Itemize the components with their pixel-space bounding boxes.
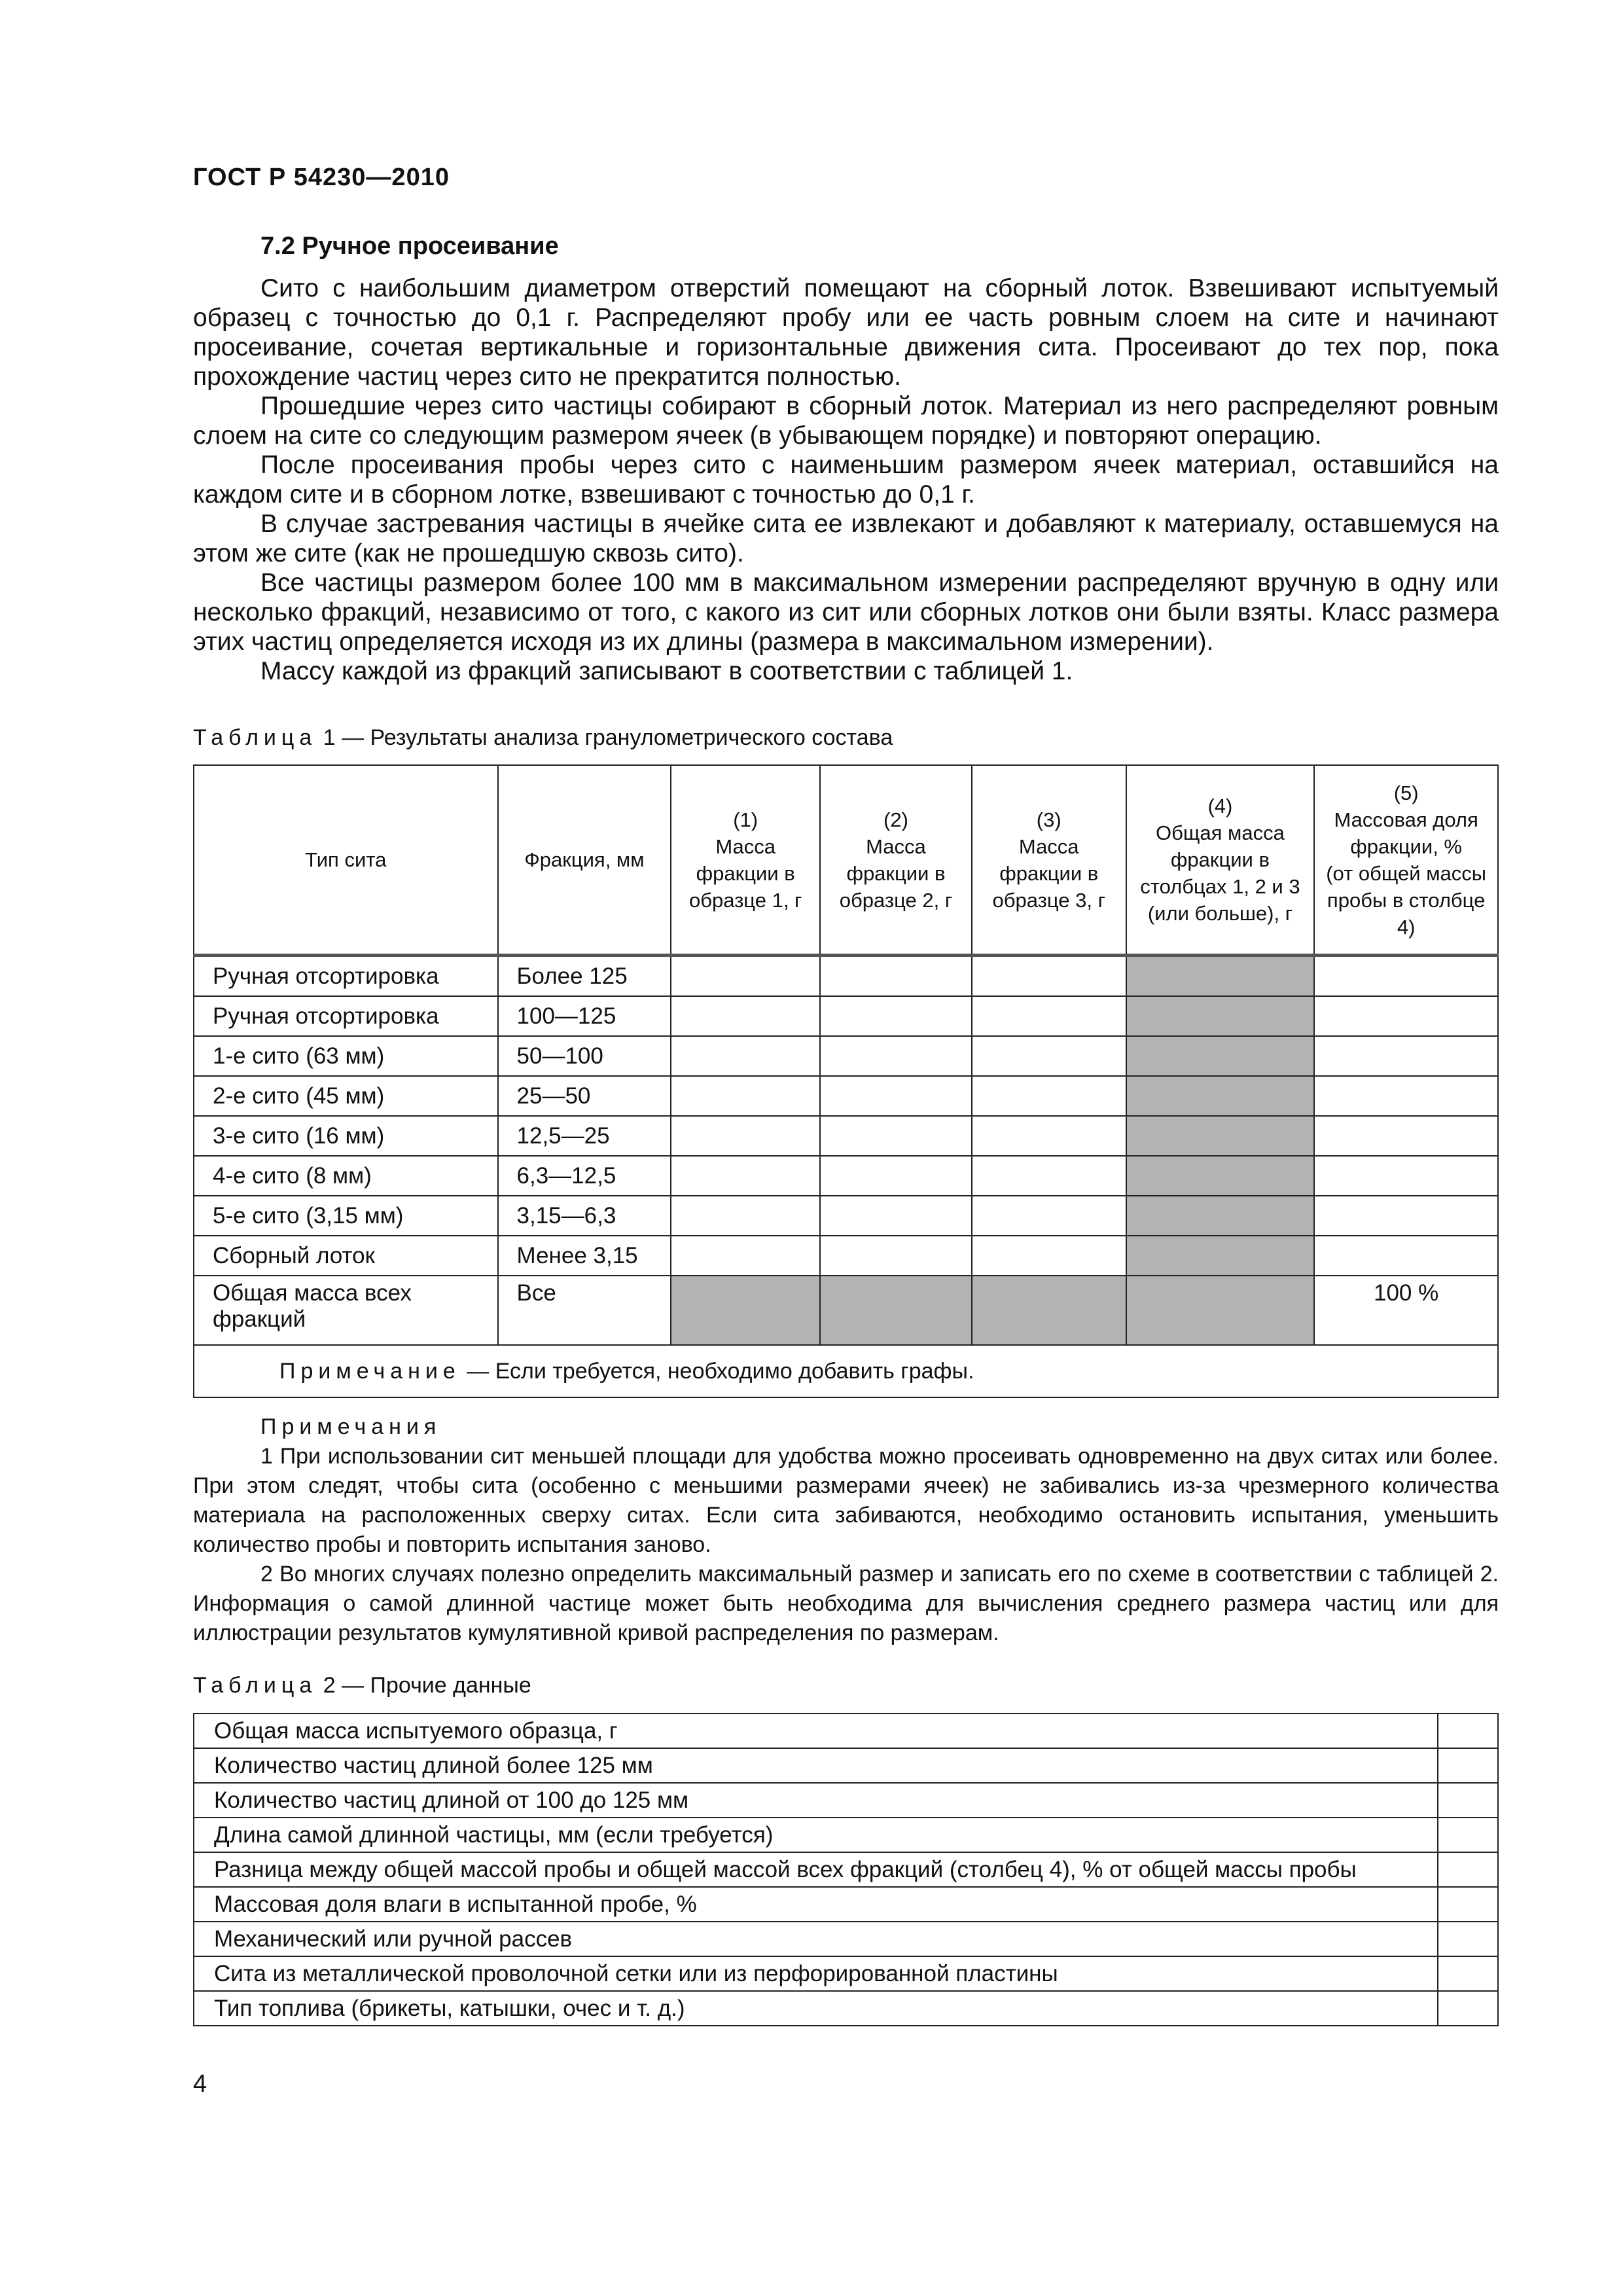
shaded-cell xyxy=(972,1276,1126,1345)
note-item: 1 При использовании сит меньшей площади для удобства можно просеивать одновременно на двух ситах или более. При этом следят, чтобы сита (особенно с меньшими размерами ячеек) не забивались из-за чрезмерного количества материала на расположенных сверху ситах. Если сита забиваются, необходимо остановить испытания, уменьшить количество пробы и повторить испытания заново. xyxy=(193,1444,1499,1557)
percent-total-cell: 100 % xyxy=(1314,1276,1498,1345)
sieve-type-cell: 5-е сито (3,15 мм) xyxy=(194,1196,498,1236)
empty-cell xyxy=(972,1036,1126,1076)
sieve-type-cell: Общая масса всех фракций xyxy=(194,1276,498,1345)
empty-cell xyxy=(820,1236,972,1276)
fraction-cell: 6,3—12,5 xyxy=(498,1156,671,1196)
note-item: 2 Во многих случаях полезно определить максимальный размер и записать его по схеме в соответствии с таблицей 2. Информация о самой длинной частице может быть необходима для вычисления среднего размера частиц или для иллюстрации результатов кумулятивной кривой распределения по размерам. xyxy=(193,1562,1499,1645)
table1-header-cell: (1) Масса фракции в образце 1, г xyxy=(671,765,820,956)
empty-cell xyxy=(1314,956,1498,997)
table-row xyxy=(194,1818,1498,1852)
empty-cell xyxy=(671,1196,820,1236)
shaded-cell xyxy=(1126,956,1315,997)
parameter-cell: Разница между общей массой пробы и общей массой всех фракций (столбец 4), % от общей массы пробы xyxy=(194,1852,1438,1887)
parameter-cell: Общая масса испытуемого образца, г xyxy=(194,1713,1438,1748)
value-cell xyxy=(1438,1852,1498,1887)
value-cell xyxy=(1438,1887,1498,1922)
empty-cell xyxy=(1314,1236,1498,1276)
value-cell xyxy=(1438,1783,1498,1818)
shaded-cell xyxy=(671,1276,820,1345)
table1-caption xyxy=(193,725,893,751)
parameter-cell: Механический или ручной рассев xyxy=(194,1922,1438,1956)
shaded-cell xyxy=(1126,1036,1315,1076)
table-row xyxy=(194,996,1498,1036)
paragraph: Все частицы размером более 100 мм в максимальном измерении распределяют вручную в одну или несколько фракций, независимо от того, с какого из сит или сборных лотков они были взяты. Класс размера этих частиц определяется исходя из их длины (размера в максимальном измерении). xyxy=(193,569,1499,656)
page-number: 4 xyxy=(193,2070,207,2098)
paragraph: После просеивания пробы через сито с наименьшим размером ячеек материал, оставшийся на каждом сите и в сборном лотке, взвешивают с точностью до 0,1 г. xyxy=(193,451,1499,509)
parameter-cell: Длина самой длинной частицы, мм (если требуется) xyxy=(194,1818,1438,1852)
table1-caption-word: Таблица xyxy=(193,725,317,750)
table-row xyxy=(194,1116,1498,1156)
table1-header-cell: (5) Массовая доля фракции, % (от общей массы пробы в столбце 4) xyxy=(1314,765,1498,956)
empty-cell xyxy=(1314,1076,1498,1116)
fraction-cell: 50—100 xyxy=(498,1036,671,1076)
shaded-cell xyxy=(1126,1156,1315,1196)
table-row xyxy=(194,1991,1498,2026)
table1-header-cell: (2) Масса фракции в образце 2, г xyxy=(820,765,972,956)
table-other-data xyxy=(193,1713,1499,2026)
section-title: 7.2 Ручное просеивание xyxy=(260,232,559,260)
fraction-cell: 3,15—6,3 xyxy=(498,1196,671,1236)
empty-cell xyxy=(972,1156,1126,1196)
value-cell xyxy=(1438,1956,1498,1991)
empty-cell xyxy=(671,1156,820,1196)
paragraph: Сито с наибольшим диаметром отверстий помещают на сборный лоток. Взвешивают испытуемый образец с точностью до 0,1 г. Распределяют пробу или ее часть ровным слоем на сите и начинают просеивание, сочетая вертикальные и горизонтальные движения сита. Просеивают до тех пор, пока прохождение частиц через сито не прекратится полностью. xyxy=(193,274,1499,391)
shaded-cell xyxy=(1126,996,1315,1036)
value-cell xyxy=(1438,1713,1498,1748)
value-cell xyxy=(1438,1818,1498,1852)
table-row xyxy=(194,1956,1498,1991)
empty-cell xyxy=(972,956,1126,997)
fraction-cell: Все xyxy=(498,1276,671,1345)
table1-header-cell: (3) Масса фракции в образце 3, г xyxy=(972,765,1126,956)
table1-note-row xyxy=(194,1345,1498,1397)
empty-cell xyxy=(671,1036,820,1076)
empty-cell xyxy=(671,996,820,1036)
table-row xyxy=(194,1783,1498,1818)
shaded-cell xyxy=(1126,1196,1315,1236)
parameter-cell: Тип топлива (брикеты, катышки, очес и т. д.) xyxy=(194,1991,1438,2026)
empty-cell xyxy=(820,1156,972,1196)
sieve-type-cell: Сборный лоток xyxy=(194,1236,498,1276)
parameter-cell: Сита из металлической проволочной сетки или из перфорированной пластины xyxy=(194,1956,1438,1991)
fraction-cell: 12,5—25 xyxy=(498,1116,671,1156)
parameter-cell: Количество частиц длиной более 125 мм xyxy=(194,1748,1438,1783)
table1-header-row xyxy=(194,765,1498,956)
empty-cell xyxy=(820,1036,972,1076)
sieve-type-cell: 4-е сито (8 мм) xyxy=(194,1156,498,1196)
fraction-cell: 100—125 xyxy=(498,996,671,1036)
empty-cell xyxy=(1314,1156,1498,1196)
value-cell xyxy=(1438,1748,1498,1783)
notes-block xyxy=(193,1412,1499,1648)
empty-cell xyxy=(972,1236,1126,1276)
empty-cell xyxy=(820,996,972,1036)
sieve-type-cell: 2-е сито (45 мм) xyxy=(194,1076,498,1116)
table1-note-text: — Если требуется, необходимо добавить графы. xyxy=(460,1358,974,1384)
paragraph: Массу каждой из фракций записывают в соответствии с таблицей 1. xyxy=(260,657,1073,685)
parameter-cell: Количество частиц длиной от 100 до 125 мм xyxy=(194,1783,1438,1818)
empty-cell xyxy=(1314,996,1498,1036)
parameter-cell: Массовая доля влаги в испытанной пробе, % xyxy=(194,1887,1438,1922)
table-row xyxy=(194,956,1498,997)
fraction-cell: Более 125 xyxy=(498,956,671,997)
fraction-cell: Менее 3,15 xyxy=(498,1236,671,1276)
table2-caption-text: 2 — Прочие данные xyxy=(317,1673,531,1698)
table-row xyxy=(194,1076,1498,1116)
empty-cell xyxy=(671,1076,820,1116)
table-row xyxy=(194,1852,1498,1887)
fraction-cell: 25—50 xyxy=(498,1076,671,1116)
empty-cell xyxy=(972,996,1126,1036)
table-granulometric-results xyxy=(193,764,1499,1398)
shaded-cell xyxy=(1126,1116,1315,1156)
notes-title: Примечания xyxy=(260,1414,442,1439)
table-row xyxy=(194,1748,1498,1783)
table-row xyxy=(194,1713,1498,1748)
document-header: ГОСТ Р 54230—2010 xyxy=(193,164,450,191)
shaded-cell xyxy=(1126,1236,1315,1276)
value-cell xyxy=(1438,1922,1498,1956)
sieve-type-cell: Ручная отсортировка xyxy=(194,996,498,1036)
body-text xyxy=(193,274,1499,686)
empty-cell xyxy=(1314,1036,1498,1076)
table2-caption-word: Таблица xyxy=(193,1673,317,1698)
empty-cell xyxy=(972,1076,1126,1116)
paragraph: Прошедшие через сито частицы собирают в сборный лоток. Материал из него распределяют ровным слоем на сите со следующим размером ячеек (в убывающем порядке) и повторяют операцию. xyxy=(193,392,1499,450)
table1-header-cell: (4) Общая масса фракции в столбцах 1, 2 и 3 (или больше), г xyxy=(1126,765,1315,956)
empty-cell xyxy=(972,1196,1126,1236)
empty-cell xyxy=(820,1196,972,1236)
sieve-type-cell: 1-е сито (63 мм) xyxy=(194,1036,498,1076)
table1-note-word: Примечание xyxy=(279,1358,461,1384)
table-row xyxy=(194,1196,1498,1236)
empty-cell xyxy=(671,1236,820,1276)
empty-cell xyxy=(1314,1116,1498,1156)
table-row xyxy=(194,1236,1498,1276)
table1-note xyxy=(194,1345,1498,1397)
table-row xyxy=(194,1887,1498,1922)
empty-cell xyxy=(1314,1196,1498,1236)
value-cell xyxy=(1438,1991,1498,2026)
table1-caption-text: 1 — Результаты анализа гранулометрического состава xyxy=(317,725,893,750)
empty-cell xyxy=(972,1116,1126,1156)
shaded-cell xyxy=(1126,1076,1315,1116)
table-row xyxy=(194,1036,1498,1076)
empty-cell xyxy=(671,1116,820,1156)
shaded-cell xyxy=(820,1276,972,1345)
paragraph: В случае застревания частицы в ячейке сита ее извлекают и добавляют к материалу, оставшемуся на этом же сите (как не прошедшую сквозь сито). xyxy=(193,510,1499,567)
empty-cell xyxy=(820,956,972,997)
table-row-total xyxy=(194,1276,1498,1345)
sieve-type-cell: 3-е сито (16 мм) xyxy=(194,1116,498,1156)
table1-header-cell: Фракция, мм xyxy=(498,765,671,956)
empty-cell xyxy=(820,1116,972,1156)
table2-caption xyxy=(193,1673,531,1698)
empty-cell xyxy=(671,956,820,997)
shaded-cell xyxy=(1126,1276,1315,1345)
sieve-type-cell: Ручная отсортировка xyxy=(194,956,498,997)
table-row xyxy=(194,1922,1498,1956)
table-row xyxy=(194,1156,1498,1196)
empty-cell xyxy=(820,1076,972,1116)
table1-header-cell: Тип сита xyxy=(194,765,498,956)
